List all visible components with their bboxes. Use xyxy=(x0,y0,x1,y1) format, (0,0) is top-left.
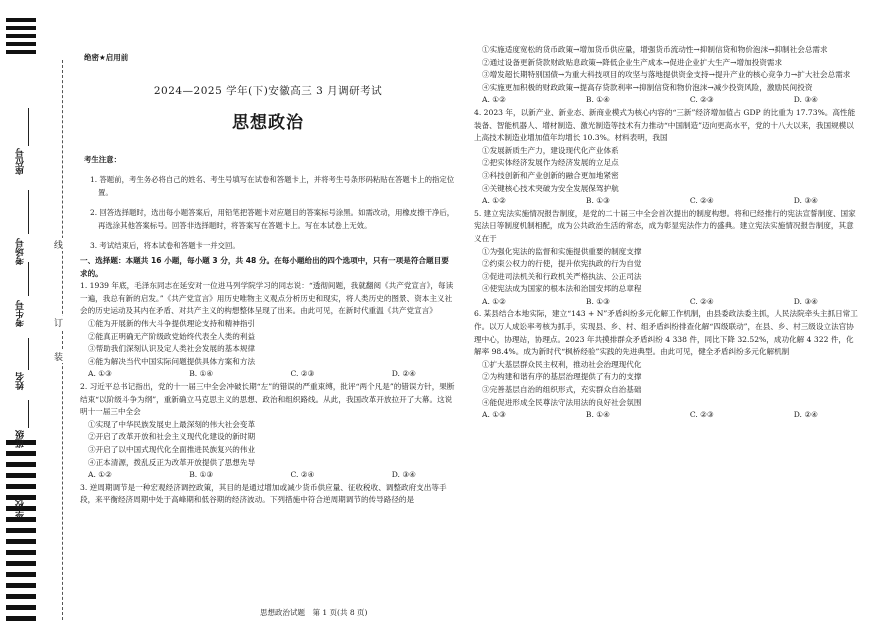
question-item: ①实施适度宽松的货币政策→增加货币供应量，增强货币流动性→抑制信贷和物价泡沫→抑制社会总需求 xyxy=(482,45,828,54)
secret-label: 绝密★启用前 xyxy=(84,53,129,62)
option-c: C. ②④ xyxy=(290,470,315,480)
question-3-stem xyxy=(80,482,456,507)
answer-options xyxy=(474,195,858,208)
option-d: D. ②④ xyxy=(391,369,416,379)
option-b: B. ①④ xyxy=(585,410,610,420)
question-stem: 4. 2023 年，以新产业、新业态、新商业模式为核心内容的“三新”经济增加值占 GDP 的比重为 17.73%。高性能装备、智能机器人、增材制造、激光制造等技术有力推动“中国制造”迈向更高水平，党的十八大以来，我国规模以上高技术制造业增加值年均增长 10.3%。材料表明，我国 xyxy=(474,107,856,143)
section-title: 一、选择题：本题共 16 小题，每小题 3 分，共 48 分。在每小题给出的四个选项中，只有一项是符合题目要求的。 xyxy=(80,256,449,278)
question-item: ②为构建和谐有序的基层治理提供了有力的支撑 xyxy=(482,372,642,382)
question-item: ④关键核心技术突破为安全发展保驾护航 xyxy=(482,183,619,193)
question-item: ③增发超长期特别国债→为重大科技项目的攻坚与落地提供资金支持→提升产业的核心竞争力→扩大社会总需求 xyxy=(482,70,851,80)
question-2 xyxy=(80,381,456,482)
page-title: 思想政治 xyxy=(232,113,304,133)
question-item: ③帮助我们深刻认识及定人类社会发展的基本规律 xyxy=(88,344,256,354)
field-room: 考场号 xyxy=(16,238,26,265)
option-d: D. ③④ xyxy=(793,196,818,206)
option-a: A. ①② xyxy=(88,470,112,480)
notice-item: 3. 考试结束后，将本试卷和答题卡一并交回。 xyxy=(90,240,240,250)
answer-options xyxy=(80,368,456,381)
answer-options xyxy=(474,409,858,422)
question-item: ③开启了以中国式现代化全面推进民族复兴的伟业 xyxy=(88,444,256,454)
notice-item: 1. 答题前，考生务必将自己的姓名、考生号填写在试卷和答题卡上，并将考生号条形码粘贴在答题卡上的指定位置。 xyxy=(90,175,455,197)
question-item: ①发展新质生产力，建设现代化产业体系 xyxy=(482,145,619,155)
question-stem: 2. 习近平总书记指出，党的十一届三中全会冲破长期“左”的错误的严重束缚，批评“两个凡是”的错误方针，果断结束“以阶级斗争为纲”，重新确立马克思主义的思想、政治和组织路线。从此，我国改革开放拉开了大幕。这说明十一届三中全会 xyxy=(80,381,455,417)
option-c: C. ②③ xyxy=(290,369,315,379)
question-5 xyxy=(474,208,858,309)
question-item: ④能为解决当代中国实际问题提供具体方案和方法 xyxy=(88,356,256,366)
answer-options xyxy=(474,296,858,309)
question-item: ④实施更加积极的财政政策→提高存贷款利率→抑制信贷和物价泡沫→减少投资风险，激励民间投资 xyxy=(482,82,813,92)
option-b: B. ①③ xyxy=(585,196,610,206)
notice-title: 考生注意： xyxy=(84,155,121,165)
notice-block xyxy=(84,147,456,260)
question-1 xyxy=(80,280,456,381)
field-line xyxy=(28,400,29,428)
option-b: B. ①③ xyxy=(189,470,214,480)
question-item: ①扩大基层群众民主权利，推动社会治理现代化 xyxy=(482,359,642,369)
page-footer: 思想政治试题 第 1 页(共 8 页) xyxy=(260,608,368,617)
option-d: D. ③④ xyxy=(793,95,818,105)
field-line xyxy=(28,108,29,146)
option-a: A. ①③ xyxy=(88,369,112,379)
field-line xyxy=(28,190,29,234)
option-d: D. ②④ xyxy=(793,410,818,420)
barcode-stripes-top xyxy=(6,18,36,58)
option-c: C. ②④ xyxy=(689,296,714,306)
binding-char-bind: 装 xyxy=(54,350,63,363)
barcode-stripes xyxy=(6,440,36,625)
field-class: 班级 xyxy=(16,430,26,448)
option-a: A. ①③ xyxy=(482,410,506,420)
question-item: ②约束公权力的行使，提升依宪执政的行为自觉 xyxy=(482,259,642,269)
option-b: B. ①④ xyxy=(585,95,610,105)
question-3-items xyxy=(474,44,858,107)
option-c: C. ②③ xyxy=(689,410,714,420)
option-d: D. ③④ xyxy=(793,296,818,306)
exam-title: 2024—2025 学年(下)安徽高三 3 月调研考试 xyxy=(153,85,383,97)
question-stem: 6. 某县结合本地实际，建立“143 + N”矛盾纠纷多元化解工作机制，由县委政法委主抓，人民法院牵头主抓日常工作。以万人成讼率考核为抓手，实现县、乡、村、组矛盾纠纷排查化解“四级联动”，在县、乡、村三级设立法官协理中心，协理站，协理点。2023 年共摸排群众矛盾纠纷 4 338 件，同比下降 32.52%，成功化解 4 322 件，化解率 98.4%。成为新时代“枫桥经验”实践的先进典型。由此可见，健全矛盾纠纷多元化解机制 xyxy=(474,309,858,357)
question-stem: 5. 建立宪法实施情况报告制度，是党的二十届三中全会首次提出的制度构想。将和已经推行的宪法宣誓制度、国家宪法日等制度机制相配，成为公共政治生活的常态，成为彰显宪法作力的盛典。建立宪法实施情况报告制度，其意义在于 xyxy=(474,208,856,243)
option-a: A. ①② xyxy=(482,95,506,105)
binding-margin xyxy=(0,0,72,629)
field-school: 学校 xyxy=(16,500,26,518)
option-b: B. ①④ xyxy=(189,369,214,379)
notice-item: 2. 回答选择题时，选出每小题答案后，用铅笔把答题卡对应题目的答案标号涂黑。如需改动，用橡皮擦干净后，再选涂其他答案标号。回答非选择题时，将答案写在答题卡上。写在本试卷上无效。 xyxy=(90,207,455,230)
question-item: ①实现了中华民族发展史上最深刻的伟大社会变革 xyxy=(88,419,256,429)
question-item: ②能真正明确无产阶级政党始终代表全人类的利益 xyxy=(88,331,256,341)
question-item: ④能促进形成全民尊法守法用法的良好社会氛围 xyxy=(482,397,642,407)
field-line xyxy=(28,338,29,370)
question-item: ②把实体经济发展作为经济发展的立足点 xyxy=(482,158,619,168)
question-4 xyxy=(474,107,858,208)
question-stem: 1. 1939 年底，毛泽东同志在延安对一位进马列学院学习的同志说：“透彻间题，我就翻阅《共产党宣言》，每读一遍，我总有新的启发。”《共产党宣言》用历史唯物主义观点分析历史和现实，将人类历史的图景、资本主义社会的历史运动及其内在矛盾、对共产主义的构想整体呈现了出来。由此可见，在新时代重温《共产党宣言》 xyxy=(80,281,454,316)
right-column xyxy=(474,44,858,422)
question-item: ③完善基层自治的组织形式，充实群众自治基础 xyxy=(482,385,642,395)
option-c: C. ②③ xyxy=(689,95,714,105)
field-examinee-no: 考生号 xyxy=(16,300,26,327)
field-line xyxy=(28,262,29,296)
question-item: ④使宪法成为国家的根本法和治国安邦的总章程 xyxy=(482,284,642,294)
question-item: ③促进司法机关和行政机关严格执法、公正司法 xyxy=(482,271,642,281)
left-column xyxy=(80,255,456,507)
field-seat: 座位号 xyxy=(16,148,26,175)
cut-line xyxy=(62,60,63,620)
question-stem: 3. 逆周期调节是一种宏观经济调控政策，其目的是通过增加或减少货币供应量、征收税收、调整政府支出等手段，来平衡经济周期中处于高峰期和低谷期的经济波动。下列措施中符合逆周期调节的传导路径的是 xyxy=(80,482,447,505)
option-d: D. ③④ xyxy=(391,470,416,480)
question-item: ①为强化宪法的监督和实施提供重要的制度支撑 xyxy=(482,246,642,256)
option-a: A. ①② xyxy=(482,196,506,206)
binding-char-line: 线 xyxy=(54,238,63,251)
question-item: ②开启了改革开放和社会主义现代化建设的新时期 xyxy=(88,432,256,442)
binding-char-staple: 订 xyxy=(54,316,63,329)
field-name: 姓名 xyxy=(16,372,26,390)
option-c: C. ②④ xyxy=(689,196,714,206)
answer-options xyxy=(474,94,858,107)
option-a: A. ①② xyxy=(482,296,506,306)
question-item: ②通过设备更新贷款财政贴息政策→降低企业生产成本→促进企业扩大生产→增加投资需求 xyxy=(482,57,783,67)
question-item: ①能为开展新的伟大斗争提供理论支持和精神指引 xyxy=(88,318,256,328)
option-b: B. ①③ xyxy=(585,296,610,306)
question-item: ④正本清源，拨乱反正为改革开放提供了思想先导 xyxy=(88,457,256,467)
question-item: ③科技创新和产业创新的融合更加地紧密 xyxy=(482,170,619,180)
answer-options xyxy=(80,469,456,482)
question-6 xyxy=(474,308,858,421)
